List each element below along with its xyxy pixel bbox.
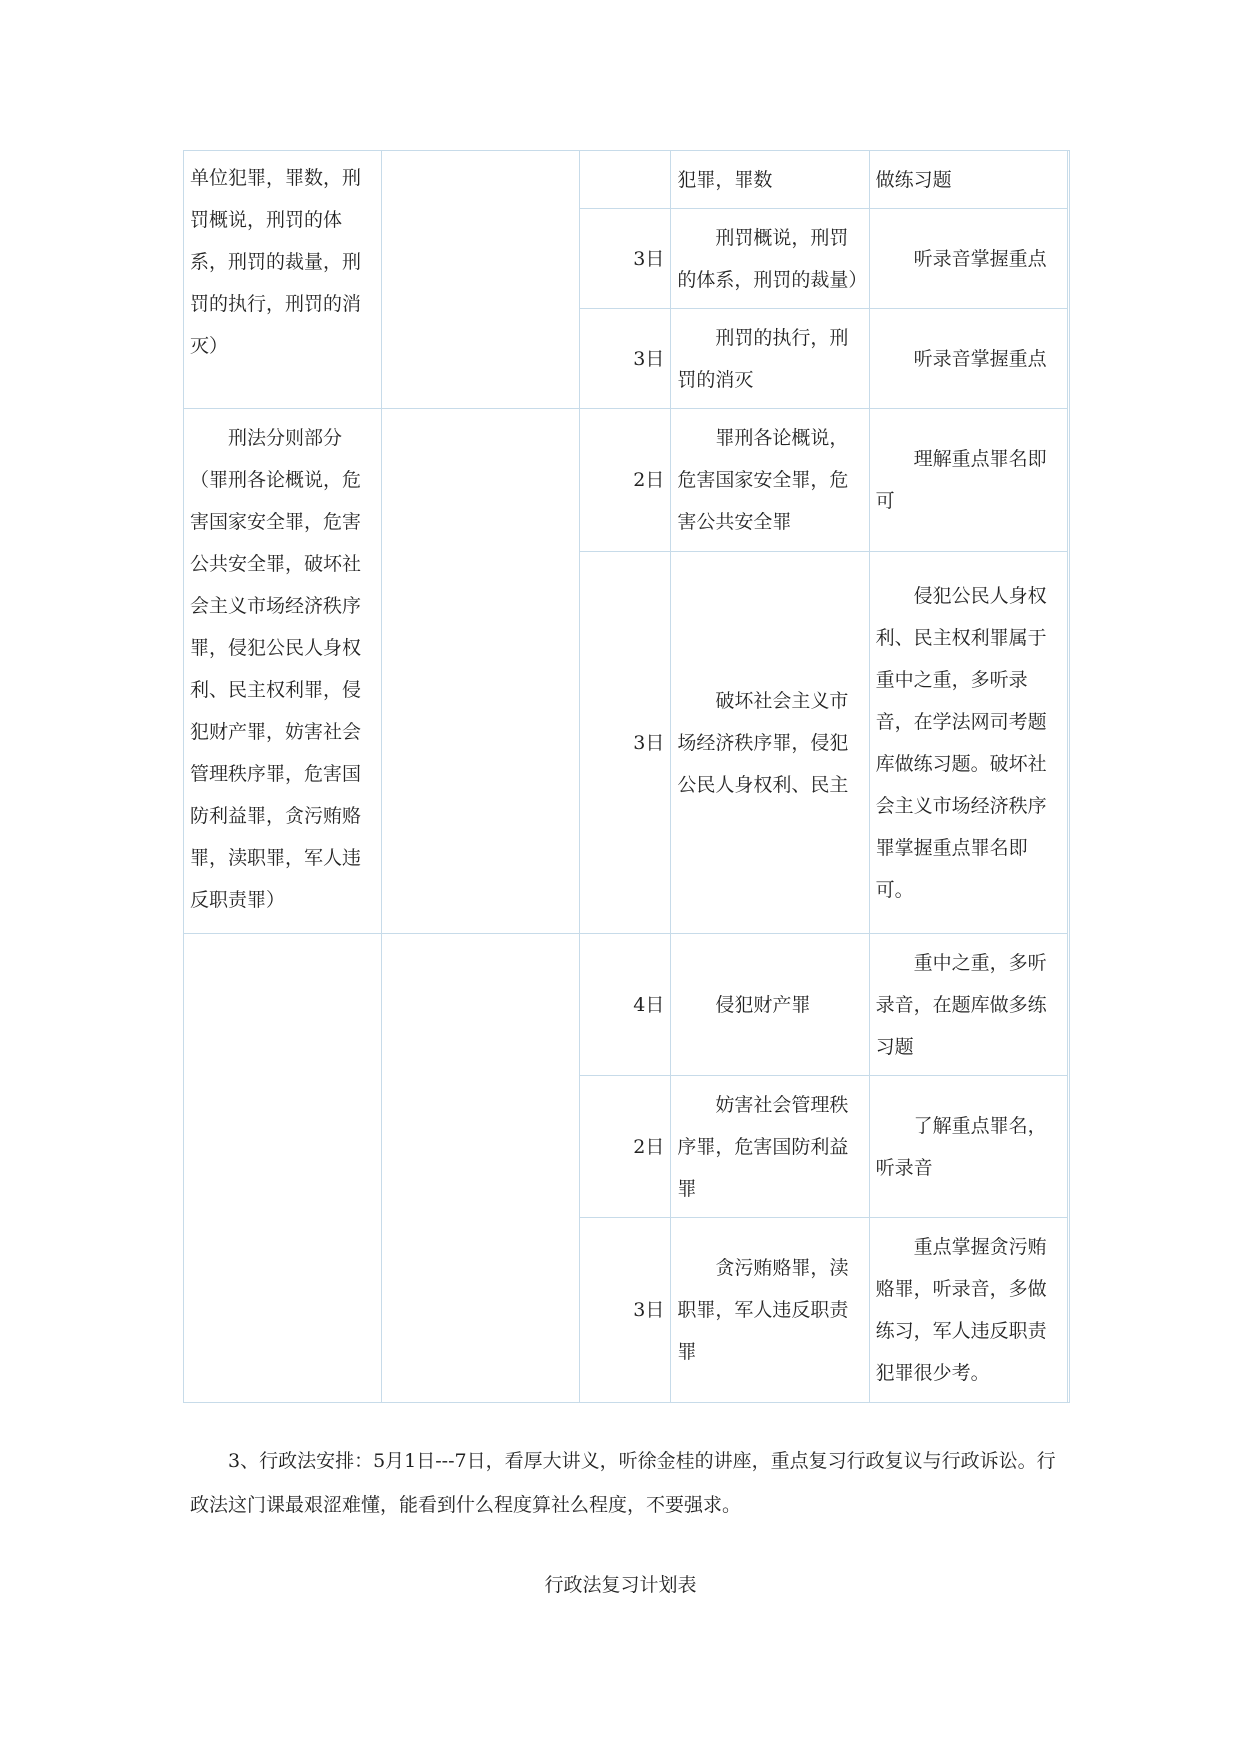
days-cell: 2日: [580, 1076, 671, 1218]
content-cell: 破坏社会主义市场经济秩序罪，侵犯公民人身权利、民主: [671, 552, 869, 934]
method-cell: 了解重点罪名，听录音: [869, 1076, 1067, 1218]
method-cell: 做练习题: [869, 151, 1067, 209]
admin-law-paragraph: 3、行政法安排：5月1日---7日，看厚大讲义，听徐金桂的讲座，重点复习行政复议与行政诉讼。行政法这门课最艰涩难懂，能看到什么程度算社么程度，不要强求。: [190, 1450, 1056, 1516]
admin-law-table-title: 行政法复习计划表: [544, 1574, 697, 1596]
content-cell: 妨害社会管理秩序罪，危害国防利益罪: [671, 1076, 869, 1218]
blank-cell: [382, 409, 580, 934]
subject-cell: [184, 934, 382, 1403]
content-cell: 犯罪，罪数: [671, 151, 869, 209]
table-row: [184, 934, 1070, 1076]
days-cell: 3日: [580, 309, 671, 409]
table-row: [184, 151, 1070, 209]
days-cell: 3日: [580, 209, 671, 309]
subject-cell: 单位犯罪，罪数，刑罚概说，刑罚的体系，刑罚的裁量，刑罚的执行，刑罚的消灭）: [184, 151, 382, 409]
content-cell: 贪污贿赂罪，渎职罪，军人违反职责罪: [671, 1218, 869, 1403]
content-cell: 刑罚概说，刑罚的体系，刑罚的裁量）: [671, 209, 869, 309]
method-cell: 听录音掌握重点: [869, 209, 1067, 309]
content-cell: 侵犯财产罪: [671, 934, 869, 1076]
days-cell: 2日: [580, 409, 671, 552]
days-cell: 3日: [580, 1218, 671, 1403]
criminal-law-plan-table: [183, 150, 1070, 1403]
blank-cell: [382, 151, 580, 409]
method-cell: 重中之重，多听录音，在题库做多练习题: [869, 934, 1067, 1076]
edge-cell: [1067, 151, 1069, 1403]
method-cell: 侵犯公民人身权利、民主权利罪属于重中之重，多听录音，在学法网司考题库做练习题。破坏社会主义市场经济秩序罪掌握重点罪名即可。: [869, 552, 1067, 934]
days-cell: [580, 151, 671, 209]
method-cell: 理解重点罪名即可: [869, 409, 1067, 552]
method-cell: 重点掌握贪污贿赂罪，听录音，多做练习，军人违反职责犯罪很少考。: [869, 1218, 1067, 1403]
blank-cell: [382, 934, 580, 1403]
content-cell: 刑罚的执行，刑罚的消灭: [671, 309, 869, 409]
days-cell: 3日: [580, 552, 671, 934]
method-cell: 听录音掌握重点: [869, 309, 1067, 409]
days-cell: 4日: [580, 934, 671, 1076]
table-row: [184, 409, 1070, 552]
subject-cell: 刑法分则部分（罪刑各论概说，危害国家安全罪，危害公共安全罪，破坏社会主义市场经济秩序罪，侵犯公民人身权利、民主权利罪，侵犯财产罪，妨害社会管理秩序罪，危害国防利益罪，贪污贿赂罪，渎职罪，军人违反职责罪）: [184, 409, 382, 934]
content-cell: 罪刑各论概说，危害国家安全罪，危害公共安全罪: [671, 409, 869, 552]
